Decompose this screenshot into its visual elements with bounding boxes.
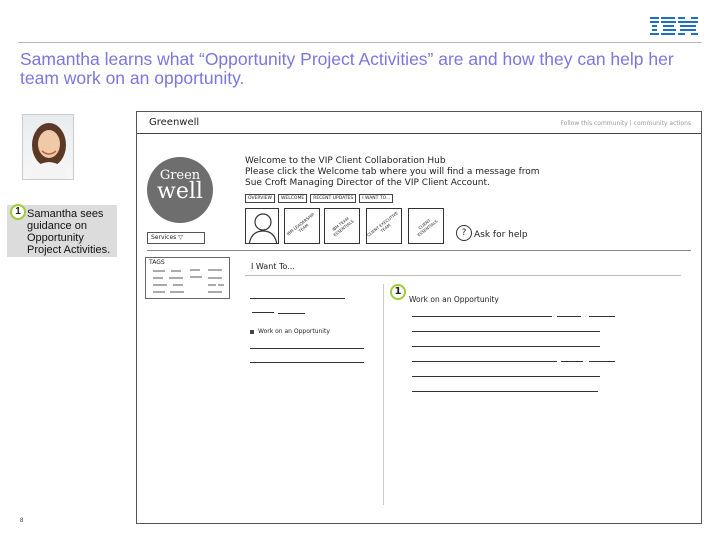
tab-bar (245, 194, 393, 203)
left-opportunity-link[interactable] (250, 328, 330, 335)
tags-panel (145, 257, 230, 299)
samantha-photo (22, 114, 74, 180)
welcome-line: Welcome to the VIP Client Collaboration Hub (245, 156, 446, 166)
mock-title-bar (137, 112, 701, 134)
greenwell-logo (147, 157, 213, 223)
sketch-line (412, 391, 598, 392)
sketch-line (412, 346, 600, 347)
step-number-badge: 1 (10, 204, 26, 220)
welcome-line: Please click the Welcome tab where you will find a message from (245, 167, 540, 177)
tile-client-executive[interactable] (366, 208, 402, 244)
sketch-line (561, 361, 583, 362)
services-dropdown[interactable] (147, 232, 205, 244)
page-number: 8 (20, 518, 24, 524)
sketch-line (412, 316, 552, 317)
wireframe-mockup (136, 111, 702, 524)
sketch-line (250, 298, 345, 299)
step-number-badge: 1 (390, 284, 406, 300)
slide-headline: Samantha learns what “Opportunity Project Activities” are and how they can help her team work on an opportunity. (20, 49, 674, 88)
chevron-down-icon: ▽ (178, 234, 183, 241)
sketch-line (252, 312, 274, 313)
bullet-square-icon (250, 330, 254, 334)
mock-brand: Greenwell (149, 117, 200, 128)
sketch-line (250, 362, 364, 363)
sketch-line (412, 361, 557, 362)
tab-i-want-to[interactable]: I WANT TO... (359, 194, 393, 203)
tag-scribbles (146, 258, 231, 300)
community-links[interactable]: Follow this community | community actions (560, 120, 691, 127)
header-rule (18, 42, 702, 43)
tab-recent-updates[interactable]: RECENT UPDATES (310, 194, 356, 203)
sketch-line (589, 316, 615, 317)
tile-label: CLIENT EXECUTIVE TEAM (366, 210, 399, 238)
sketch-line (412, 376, 600, 377)
i-want-to-rule (245, 275, 681, 276)
tab-welcome[interactable]: WELCOME (278, 194, 307, 203)
tile-client-essentials[interactable] (408, 208, 444, 244)
left-link-label: Work on an Opportunity (258, 328, 330, 335)
tile-label: IBM TEAM ESSENTIALS (331, 215, 355, 238)
services-label: Services (151, 234, 177, 241)
section-rule (147, 250, 691, 251)
i-want-to-heading: I Want To... (251, 262, 295, 271)
right-opportunity-heading: Work on an Opportunity (409, 295, 499, 304)
logo-line2: well (157, 179, 203, 204)
tile-ibm-leadership[interactable] (284, 208, 320, 244)
person-icon[interactable] (245, 208, 279, 244)
tags-label: TAGS (149, 259, 165, 266)
column-divider (383, 284, 384, 505)
welcome-line: Sue Croft Managing Director of the VIP Client Account. (245, 178, 490, 188)
question-icon[interactable]: ? (456, 225, 472, 241)
ask-for-help-link[interactable]: Ask for help (474, 230, 528, 240)
ibm-logo (650, 16, 698, 36)
tab-overview[interactable]: OVERVIEW (245, 194, 275, 203)
sketch-line (278, 313, 305, 314)
tile-label: CLIENT ESSENTIALS (416, 217, 439, 238)
sketch-line (589, 361, 615, 362)
sketch-line (557, 316, 581, 317)
logo-line1: Green (159, 168, 201, 183)
step-note-text: Samantha sees guidance on Opportunity Project Activities. (27, 208, 111, 256)
welcome-message (245, 156, 540, 189)
tile-ibm-team-essentials[interactable] (324, 208, 360, 244)
tile-label: IBM LEADERSHIP TEAM (285, 211, 316, 237)
sketch-line (250, 348, 364, 349)
sketch-line (412, 331, 600, 332)
